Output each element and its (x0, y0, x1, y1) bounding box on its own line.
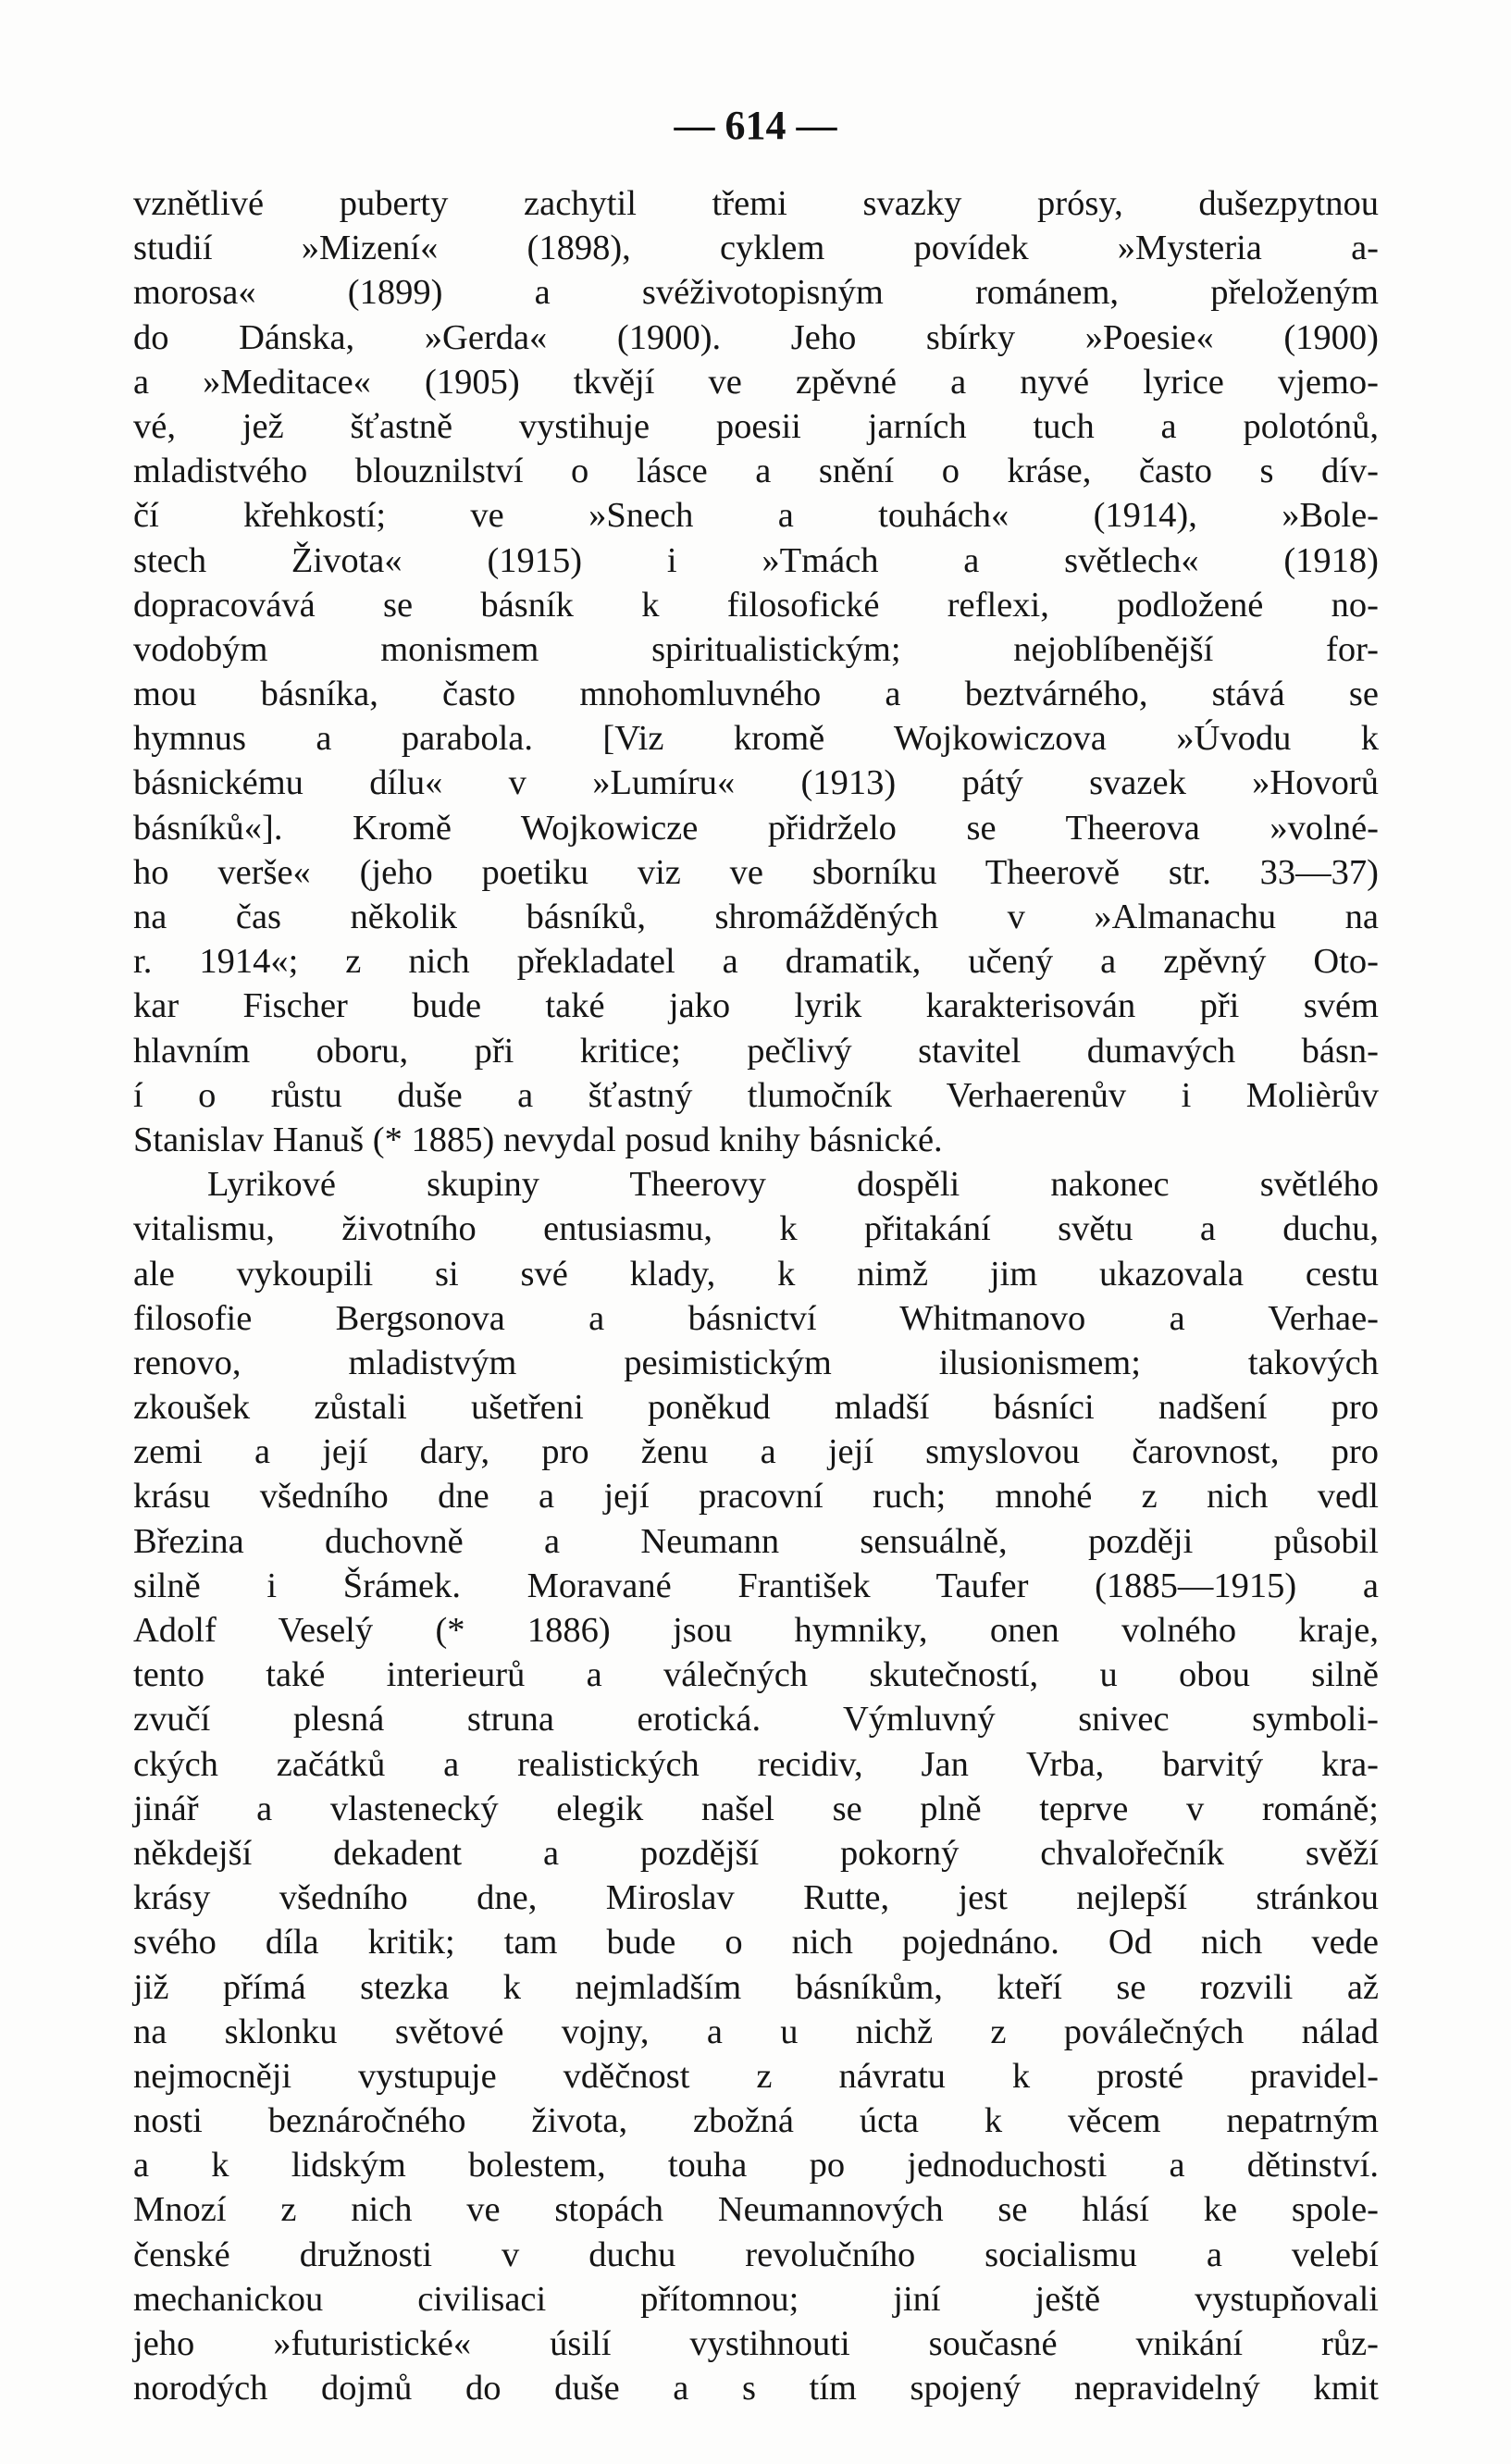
text-line: silně i Šrámek. Moravané František Taufer (1885—1915) a (133, 1566, 1379, 1605)
text-line: básnickému dílu« v »Lumíru« (1913) pátý svazek »Hovorů (133, 763, 1379, 803)
text-line: hymnus a parabola. [Viz kromě Wojkowiczova »Úvodu k (133, 719, 1379, 759)
text-line: zvučí plesná struna erotická. Výmluvný snivec symboli- (133, 1700, 1379, 1740)
text-line: čenské družnosti v duchu revolučního socialismu a velebí (133, 2235, 1379, 2274)
text-line: nosti beznáročného života, zbožná úcta k věcem nepatrným (133, 2101, 1379, 2141)
text-line: ho verše« (jeho poetiku viz ve sborníku Theerově str. 33—37) (133, 852, 1379, 892)
text-line: již přímá stezka k nejmladším básníkům, kteří se rozvili až (133, 1967, 1379, 2007)
text-line: norodých dojmů do duše a s tím spojený nepravidelný kmit (133, 2369, 1379, 2408)
text-line: renovo, mladistvým pesimistickým ilusionismem; takových (133, 1343, 1379, 1382)
page-number: — 614 — (674, 103, 837, 148)
paragraph-start-line: Lyrikové skupiny Theerovy dospěli nakonec světlého (207, 1165, 1379, 1205)
text-line: svého díla kritik; tam bude o nich pojednáno. Od nich vede (133, 1923, 1379, 1963)
text-line: Stanislav Hanuš (* 1885) nevydal posud knihy básnické. (133, 1120, 943, 1159)
text-line: do Dánska, »Gerda« (1900). Jeho sbírky »Poesie« (1900) (133, 317, 1379, 357)
text-line: zkoušek zůstali ušetřeni poněkud mladší básníci nadšení pro (133, 1388, 1379, 1428)
text-line: vodobým monismem spiritualistickým; nejoblíbenější for- (133, 629, 1379, 669)
text-line: vznětlivé puberty zachytil třemi svazky prósy, dušezpytnou (133, 184, 1379, 223)
text-line: mechanickou civilisaci přítomnou; jiní ještě vystupňovali (133, 2279, 1379, 2319)
text-line: zemi a její dary, pro ženu a její smyslovou čarovnost, pro (133, 1432, 1379, 1472)
text-line: krásu všedního dne a její pracovní ruch; mnohé z nich vedl (133, 1477, 1379, 1517)
text-line: čí křehkostí; ve »Snech a touhách« (1914), »Bole- (133, 496, 1379, 536)
body-text (133, 181, 1379, 2410)
text-line: morosa« (1899) a svéživotopisným románem, přeloženým (133, 273, 1379, 313)
text-line: někdejší dekadent a pozdější pokorný chvalořečník svěží (133, 1833, 1379, 1873)
text-line: ale vykoupili si své klady, k nimž jim ukazovala cestu (133, 1254, 1379, 1294)
text-line: Březina duchovně a Neumann sensuálně, později působil (133, 1521, 1379, 1561)
text-line: í o růstu duše a šťastný tlumočník Verhaerenův i Molièrův (133, 1075, 1379, 1115)
text-line: krásy všedního dne, Miroslav Rutte, jest nejlepší stránkou (133, 1878, 1379, 1918)
text-line: r. 1914«; z nich překladatel a dramatik, učený a zpěvný Oto- (133, 942, 1379, 982)
text-line: na čas několik básníků, shromážděných v »Almanachu na (133, 898, 1379, 936)
text-line: Mnozí z nich ve stopách Neumannových se hlásí ke spole- (133, 2190, 1379, 2230)
text-line: dopracovává se básník k filosofické reflexi, podložené no- (133, 585, 1379, 625)
text-line: na sklonku světové vojny, a u nichž z poválečných nálad (133, 2012, 1379, 2051)
text-line: vitalismu, životního entusiasmu, k přitakání světu a duchu, (133, 1209, 1379, 1249)
text-line: jinář a vlastenecký elegik našel se plně teprve v románě; (133, 1789, 1379, 1828)
text-line: kar Fischer bude také jako lyrik karakterisován při svém (133, 986, 1379, 1026)
text-line: a k lidským bolestem, touha po jednoduchosti a dětinství. (133, 2146, 1379, 2185)
text-line: mou básníka, často mnohomluvného a beztvárného, stává se (133, 675, 1379, 714)
text-line: nejmocněji vystupuje vděčnost z návratu k prosté pravidel- (133, 2056, 1379, 2096)
text-line: stech Života« (1915) i »Tmách a světlech« (1918) (133, 540, 1379, 580)
text-line: básníků«]. Kromě Wojkowicze přidrželo se Theerova »volné- (133, 808, 1379, 848)
text-line: a »Meditace« (1905) tkvějí ve zpěvné a nyvé lyrice vjemo- (133, 362, 1379, 402)
text-line: tento také interieurů a válečných skutečností, u obou silně (133, 1655, 1379, 1695)
text-line: vé, jež šťastně vystihuje poesii jarních tuch a polotónů, (133, 406, 1379, 446)
text-line: Adolf Veselý (* 1886) jsou hymniky, onen volného kraje, (133, 1611, 1379, 1650)
text-line: filosofie Bergsonova a básnictví Whitmanovo a Verhae- (133, 1298, 1379, 1338)
text-line: mladistvého blouznilství o lásce a snění o kráse, často s dív- (133, 452, 1379, 491)
text-line: ckých začátků a realistických recidiv, Jan Vrba, barvitý kra- (133, 1744, 1379, 1784)
text-line: jeho »futuristické« úsilí vystihnouti současné vnikání růz- (133, 2324, 1379, 2363)
text-line: hlavním oboru, při kritice; pečlivý stavitel dumavých básn- (133, 1031, 1379, 1071)
text-line: studií »Mizení« (1898), cyklem povídek »Mysteria a- (133, 229, 1379, 268)
